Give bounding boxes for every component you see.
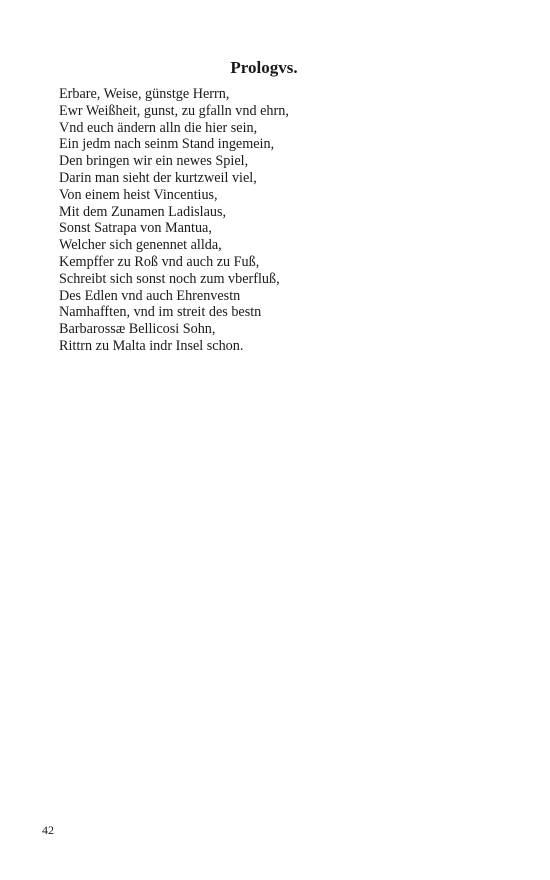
verse-line: Ewr Weißheit, gunst, zu gfalln vnd ehrn,	[59, 102, 289, 119]
verse-line: Vnd euch ändern alln die hier sein,	[59, 119, 258, 136]
verse-line: Barbarossæ Bellicosi Sohn,	[59, 321, 216, 338]
page-number: 42	[42, 823, 54, 837]
verse-line: Mit dem Zunamen Ladislaus,	[59, 203, 227, 220]
verse-line: Erbare, Weise, günstge Herrn,	[59, 86, 230, 102]
verse-line: Von einem heist Vincentius,	[59, 186, 218, 203]
verse-line: Kempffer zu Roß vnd auch zu Fuß,	[59, 253, 260, 270]
verse-line: Schreibt sich sonst noch zum vberfluß,	[59, 270, 280, 287]
verse-line: Rittrn zu Malta indr Insel schon.	[59, 337, 244, 354]
verse-line: Sonst Satrapa von Mantua,	[59, 220, 212, 237]
prologue-heading: Prologvs.	[230, 58, 298, 77]
verse-line: Des Edlen vnd auch Ehrenvestn	[59, 287, 241, 304]
verse-line: Den bringen wir ein newes Spiel,	[59, 153, 249, 170]
verse-line: Darin man sieht der kurtzweil viel,	[59, 169, 257, 186]
verse-line: Welcher sich genennet allda,	[59, 237, 222, 254]
verse-line: Ein jedm nach seinm Stand ingemein,	[59, 136, 275, 153]
verse-line: Namhafften, vnd im streit des bestn	[59, 304, 262, 321]
verse-block	[59, 86, 289, 355]
